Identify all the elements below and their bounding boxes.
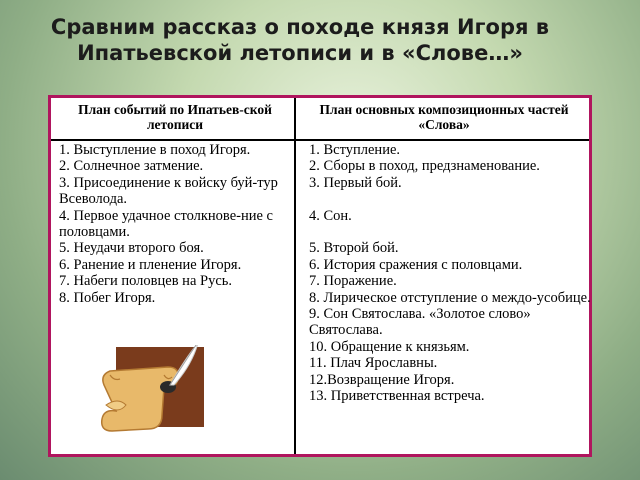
list-item: 2. Сборы в поход, предзнаменование.	[309, 158, 540, 175]
header-divider	[51, 139, 589, 141]
list-item: 13. Приветственная встреча.	[309, 388, 485, 405]
list-item: 6. Ранение и пленение Игоря.	[59, 256, 242, 273]
list-item: 1. Вступление.	[309, 142, 401, 158]
slide-title: Сравним рассказ о походе князя Игоря в Ипатьевской летописи и в «Слове…»	[50, 15, 550, 65]
list-item: 5. Второй бой.	[309, 240, 399, 257]
list-item: 4. Сон.	[309, 207, 352, 224]
chronicle-event-list	[59, 142, 291, 306]
list-spacer	[309, 224, 591, 240]
left-column-header: План событий по Ипатьев-ской летописи	[78, 102, 272, 132]
list-item: 10. Обращение к князьям.	[309, 338, 470, 355]
list-item: 4. Первое удачное столкнове-ние с половцами.	[59, 207, 273, 241]
list-item: 12.Возвращение Игоря.	[309, 371, 455, 388]
slovo-parts-list	[309, 142, 591, 404]
list-item: 3. Первый бой.	[309, 174, 402, 191]
list-item: 5. Неудачи второго боя.	[59, 240, 204, 257]
list-item: 7. Поражение.	[309, 273, 397, 290]
column-divider	[294, 98, 296, 454]
list-item: 9. Сон Святослава. «Золотое слово» Святослава.	[309, 306, 531, 339]
list-item: 8. Побег Игоря.	[59, 289, 156, 306]
list-item: 11. Плач Ярославны.	[309, 355, 438, 372]
right-column-header: План основных композиционных частей «Слова»	[319, 102, 569, 132]
list-item: 6. История сражения с половцами.	[309, 256, 523, 273]
list-item: 3. Присоединение к войску буй-тур Всеволода.	[59, 174, 278, 208]
list-item: 2. Солнечное затмение.	[59, 158, 204, 175]
scroll-quill-icon	[98, 345, 208, 435]
list-spacer	[309, 191, 591, 207]
list-item: 1. Выступление в поход Игоря.	[59, 142, 251, 158]
list-item: 7. Набеги половцев на Русь.	[59, 273, 232, 290]
list-item: 8. Лирическое отступление о междо-усобице.	[309, 289, 591, 306]
